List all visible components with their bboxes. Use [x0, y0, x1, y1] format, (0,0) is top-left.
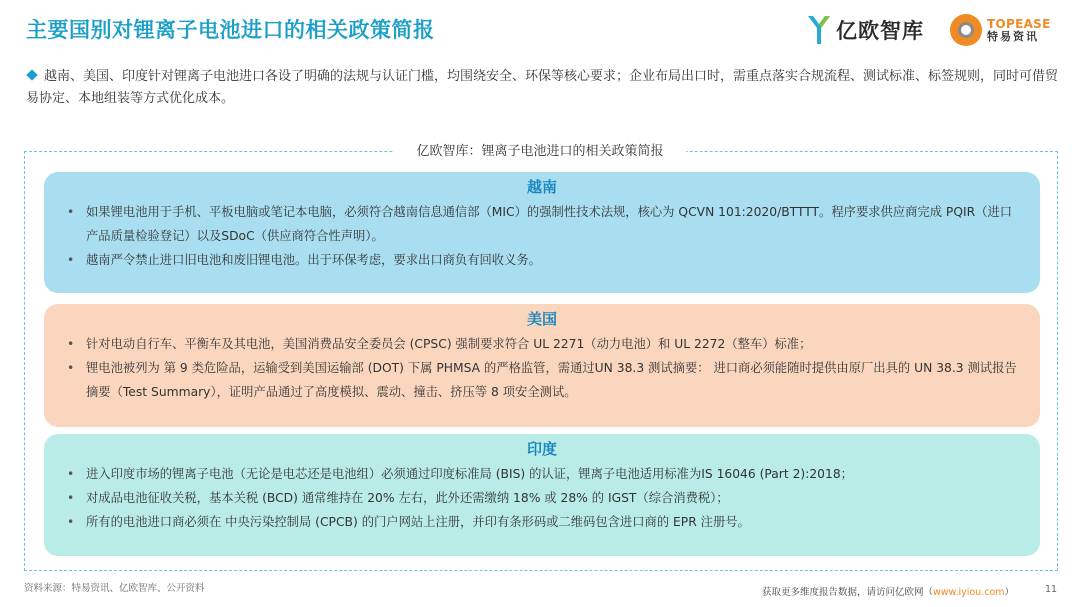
list-item: • 进入印度市场的锂离子电池（无论是电芯还是电池组）必须通过印度标准局 (BIS) 的认证，锂离子电池适用标准为IS 16046 (Part 2):2018； — [64, 462, 1022, 486]
summary-text: 越南、美国、印度针对锂离子电池进口各设了明确的法规与认证门槛，均围绕安全、环保等核心要求；企业布局出口时，需重点落实合规流程、测试标准、标签规则，同时可借贸易协定、本地组装等方式优化成本。 — [26, 69, 1059, 106]
topease-logo-en: TOPEASE — [987, 16, 1051, 31]
yiou-logo-icon — [806, 14, 832, 46]
diamond-bullet-icon — [26, 69, 37, 80]
yiou-logo — [806, 14, 924, 46]
topease-logo-icon — [950, 14, 982, 46]
page-title: 主要国别对锂离子电池进口的相关政策简报 — [26, 18, 435, 42]
list-item: • 锂电池被列为 第 9 类危险品，运输受到美国运输部 (DOT) 下属 PHMSA 的严格监管，需通过UN 38.3 测试摘要： 进口商必须能随时提供由原厂出具的 UN 38.3 测试报告摘要（Test Summary），证明产品通过了高度模拟、震动、撞击、挤压等 8 项安全测试。 — [64, 356, 1022, 404]
frame-title — [0, 140, 1080, 161]
more-info-prefix: 获取更多维度报告数据，请访问亿欧网（ — [762, 587, 934, 598]
website-link[interactable]: www.iyiou.com — [933, 587, 1005, 598]
list-item: • 所有的电池进口商必须在 中央污染控制局 (CPCB) 的门户网站上注册，并印有条形码或二维码包含进口商的 EPR 注册号。 — [64, 510, 1022, 534]
topease-logo-cn: 特易资讯 — [987, 29, 1039, 43]
section-heading: 美国 — [526, 310, 557, 328]
list-item: • 对成品电池征收关税，基本关税 (BCD) 通常维持在 20% 左右，此外还需缴纳 18% 或 28% 的 IGST（综合消费税）； — [64, 486, 1022, 510]
list-item: • 越南严令禁止进口旧电池和废旧锂电池。出于环保考虑，要求出口商负有回收义务。 — [64, 248, 1022, 272]
section-usa — [44, 304, 1040, 427]
more-info-note — [762, 584, 1014, 598]
list-item: • 针对电动自行车、平衡车及其电池，美国消费品安全委员会 (CPSC) 强制要求符合 UL 2271（动力电池）和 UL 2272（整车）标准； — [64, 332, 1022, 356]
source-note: 资料来源：特易资讯、亿欧智库、公开资料 — [24, 583, 205, 594]
page-number: 11 — [1045, 584, 1058, 595]
frame-title-text: 亿欧智库：锂离子电池进口的相关政策简报 — [394, 143, 685, 161]
section-india — [44, 434, 1040, 556]
list-item: • 如果锂电池用于手机、平板电脑或笔记本电脑，必须符合越南信息通信部（MIC）的强制性技术法规，核心为 QCVN 101:2020/BTTTT。程序要求供应商完成 PQIR（进口产品质量检验登记）以及SDoC（供应商符合性声明）。 — [64, 200, 1022, 248]
summary-paragraph — [26, 66, 1060, 110]
yiou-logo-text: 亿欧智库 — [836, 19, 924, 43]
section-vietnam — [44, 172, 1040, 293]
more-info-suffix: ） — [1004, 587, 1015, 598]
section-heading: 印度 — [526, 440, 557, 458]
section-heading: 越南 — [526, 178, 557, 196]
topease-logo — [950, 14, 1051, 46]
